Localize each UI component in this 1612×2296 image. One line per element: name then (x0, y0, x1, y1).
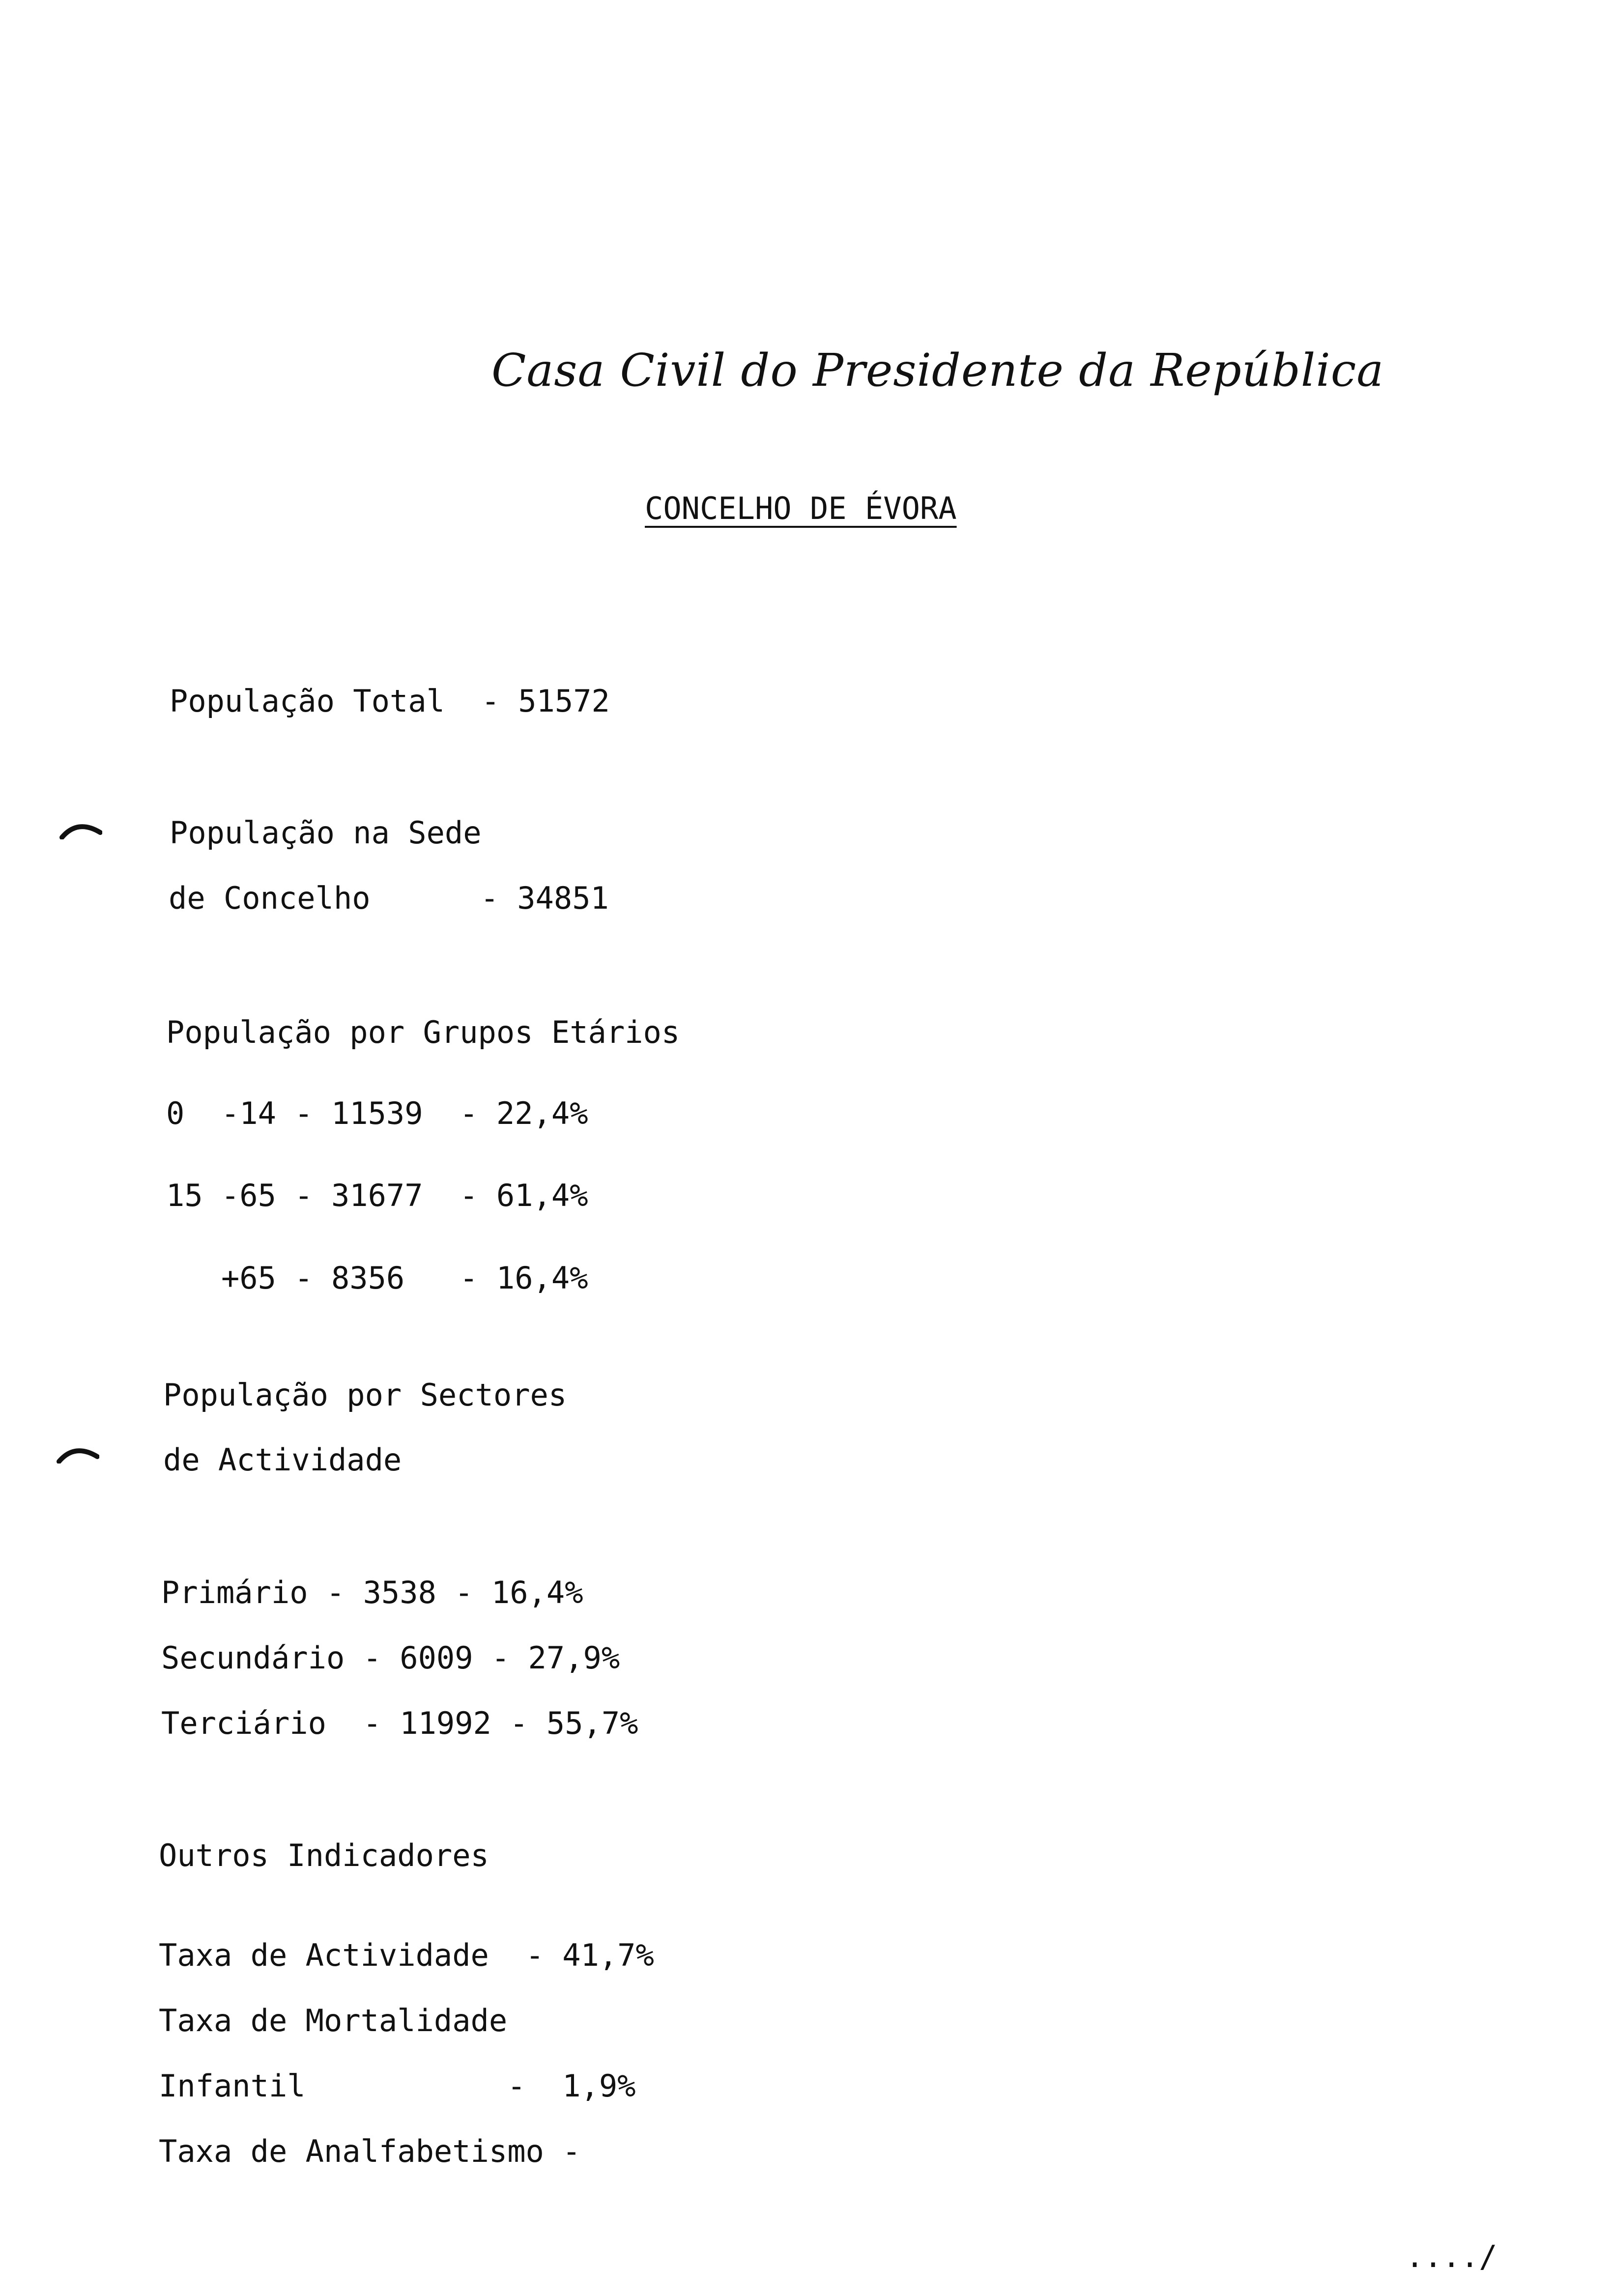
population-total-line: População Total - 51572 (170, 683, 610, 719)
punch-hole-mark (58, 820, 102, 839)
population-seat-line: População na Sede (170, 815, 482, 851)
sectors-heading: População por Sectores (163, 1377, 567, 1413)
document-title: CONCELHO DE ÉVORA (645, 490, 957, 526)
age-group-row: 0 -14 - 11539 - 22,4% (166, 1095, 588, 1131)
indicator-row: Taxa de Actividade - 41,7% (159, 1937, 654, 1973)
sector-row: Secundário - 6009 - 27,9% (161, 1640, 620, 1676)
indicator-row: Infantil - 1,9% (159, 2068, 636, 2104)
age-group-row: +65 - 8356 - 16,4% (166, 1260, 588, 1296)
age-group-row: 15 -65 - 31677 - 61,4% (166, 1177, 588, 1213)
population-seat-value-line: de Concelho - 34851 (169, 880, 609, 916)
letterhead: Casa Civil do Presidente da República (491, 344, 1384, 397)
indicator-row: Taxa de Mortalidade (159, 2003, 508, 2038)
age-groups-heading: População por Grupos Etários (166, 1014, 680, 1050)
continued-mark: ..../ (1406, 2239, 1497, 2274)
sector-row: Terciário - 11992 - 55,7% (161, 1705, 638, 1741)
sector-row: Primário - 3538 - 16,4% (161, 1575, 583, 1610)
other-indicators-heading: Outros Indicadores (159, 1837, 489, 1873)
indicator-row: Taxa de Analfabetismo - (159, 2133, 581, 2169)
punch-hole-mark (55, 1444, 99, 1464)
sectors-heading-continued: de Actividade (163, 1442, 402, 1478)
